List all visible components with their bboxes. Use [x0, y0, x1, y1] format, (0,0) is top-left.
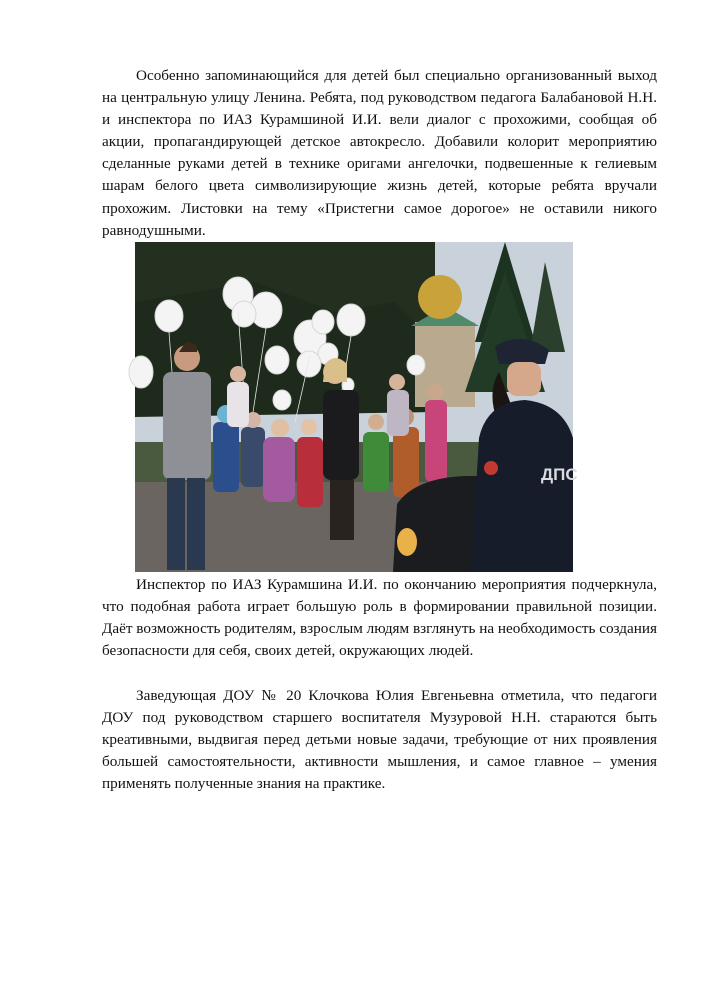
event-photo	[135, 242, 578, 572]
paragraph-inspector-remark: Инспектор по ИАЗ Курамшина И.И. по окончанию мероприятия подчеркнула, что подобная работа играет большую роль в формировании правильной позиции. Даёт возможность родителям, взрослым людям взглянуть на необходимость создания безопасности для себя, своих детей, окружающих людей.	[102, 576, 657, 660]
jacket-lettering: ДПС	[541, 465, 578, 484]
paragraph-head-remark: Заведующая ДОУ № 20 Клочкова Юлия Евгеньевна отметила, что педагоги ДОУ под руководством старшего воспитателя Музуровой Н.Н. стараются быть креативными, выдвигая перед детьми новые задачи, требующие от них проявления большей самостоятельности, активности мышления, и самое главное – умения применять полученные знания на практике.	[102, 687, 657, 793]
paragraph-event-description: Особенно запоминающийся для детей был специально организованный выход на центральную улицу Ленина. Ребята, под руководством педагога Балабановой Н.Н. и инспектора по ИАЗ Курамшиной И.И. вели диалог с прохожими, сообщая об акции, пропагандирующей детское автокресло. Добавили колорит мероприятию сделанные руками детей в технике оригами ангелочки, подвешенные к гелиевым шарам белого цвета символизирующие жизнь детей, которые ребята вручали прохожим. Листовки на тему «Пристегни самое дорогое» не оставили никого равнодушными.	[102, 67, 657, 239]
